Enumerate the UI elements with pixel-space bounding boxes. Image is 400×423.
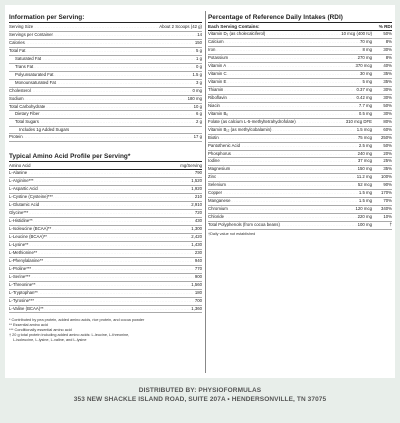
dot-leader (32, 266, 195, 273)
dot-leader (219, 135, 357, 142)
rdi-label: Copper (208, 190, 223, 196)
serving-row (9, 111, 202, 119)
rdi-label: Manganese (208, 198, 231, 204)
rdi-row (208, 87, 392, 95)
serving-value: 3 g (196, 79, 202, 85)
amino-value: 1,430 (191, 241, 202, 247)
serving-label: Cholesterol (9, 87, 31, 93)
rdi-label: Total Polyphenols (from cocoa beans) (208, 222, 280, 228)
rdi-row (208, 135, 392, 143)
amino-label: L-Glutamic Acid (9, 202, 40, 208)
rdi-label: Iodine (208, 158, 220, 164)
dot-leader (44, 258, 195, 265)
dot-leader (228, 206, 355, 213)
amino-label: L-Leucine (BCAA)** (9, 233, 47, 239)
dot-leader (227, 95, 356, 102)
footnote-line: * Contributed by pea protein, added amino acids, rice protein, and cocoa powder (9, 318, 145, 323)
rdi-table (208, 31, 392, 230)
dot-leader (266, 31, 341, 38)
rdi-label: Vitamin D₃ (as cholecalciferol) (208, 31, 266, 37)
rdi-amount: 220 mg (357, 214, 372, 220)
rdi-percent: 8% (385, 55, 392, 61)
amino-row (9, 274, 202, 282)
dot-leader (229, 55, 358, 62)
left-column (9, 5, 202, 343)
serving-row (9, 96, 202, 104)
rdi-row (208, 158, 392, 166)
amino-col-value: mg/Serving (180, 163, 202, 169)
dot-leader (34, 24, 159, 31)
footnote-line: *** Conditionally essential amino acid (9, 328, 72, 333)
dot-leader (25, 40, 194, 47)
serving-row (9, 48, 202, 56)
rdi-percent: 20% (383, 150, 392, 156)
rdi-label: Phosphorus (208, 150, 231, 156)
amino-col-name: Amino Acid (9, 163, 31, 169)
dot-leader (241, 143, 359, 150)
rdi-row (208, 143, 392, 151)
dot-leader (38, 186, 191, 193)
rdi-row (208, 127, 392, 135)
rdi-percent: 35% (383, 166, 392, 172)
amino-value: 2,420 (191, 233, 202, 239)
amino-label: L-Cystine (Cysteine)*** (9, 194, 53, 200)
serving-label: Total Carbohydrate (9, 103, 46, 109)
amino-row (9, 250, 202, 258)
rdi-percent: 30% (383, 47, 392, 53)
dot-leader (225, 214, 358, 221)
rdi-amount: 270 mg (357, 55, 372, 61)
rdi-label: Chromium (208, 206, 228, 212)
amino-label: L-Phenylalanine** (9, 257, 44, 263)
distributor-name: DISTRIBUTED BY: PHYSIOFORMULAS (138, 387, 262, 394)
dot-leader (227, 79, 362, 86)
amino-label: L-Tryptophan** (9, 289, 38, 295)
rdi-label: Vitamin A (208, 63, 227, 69)
amino-row (9, 282, 202, 290)
amino-label: L-Aspartic Acid (9, 186, 38, 192)
column-divider (205, 11, 206, 373)
rdi-percent: 30% (383, 86, 392, 92)
rdi-row (208, 111, 392, 119)
serving-info-table (9, 24, 202, 142)
dot-leader (223, 190, 359, 197)
serving-row (9, 72, 202, 80)
serving-label: Dietary Fiber (15, 111, 40, 117)
amino-label: L-Histidine** (9, 218, 33, 224)
amino-row (9, 234, 202, 242)
dot-leader (35, 298, 195, 305)
rdi-amount: 52 mcg (357, 182, 372, 188)
serving-label: Includes 1g Added Sugars (19, 127, 70, 133)
rdi-row (208, 190, 392, 198)
serving-value: 14 (197, 31, 202, 37)
dot-leader (227, 71, 359, 78)
amino-label: L-Threonine** (9, 281, 36, 287)
rdi-row (208, 174, 392, 182)
rdi-percent: 170% (381, 190, 392, 196)
rdi-percent: 25% (383, 158, 392, 164)
dot-leader (217, 174, 357, 181)
serving-value: 180 mg (187, 95, 202, 101)
dot-leader (226, 182, 357, 189)
serving-info-title: Information per Serving: (9, 14, 202, 23)
rdi-amount: 0.42 mg (356, 94, 372, 100)
rdi-percent: 40% (383, 63, 392, 69)
dot-leader (224, 39, 360, 46)
amino-value: 180 (194, 289, 202, 295)
amino-value: 430 (194, 218, 202, 224)
dot-leader (33, 218, 194, 225)
rdi-percent: 60% (383, 126, 392, 132)
serving-value: 1.5 g (192, 71, 202, 77)
rdi-label: Iron (208, 47, 216, 53)
rdi-amount: 370 mcg (355, 63, 372, 69)
rdi-row (208, 55, 392, 63)
rdi-row (208, 119, 392, 127)
dot-leader (28, 170, 195, 177)
rdi-amount: 0.5 mg (358, 110, 372, 116)
rdi-percent: 35% (383, 70, 392, 76)
amino-table (9, 170, 202, 313)
amino-row (9, 290, 202, 298)
amino-label: L-Methionine** (9, 249, 38, 255)
rdi-percent: 50% (383, 31, 392, 37)
rdi-table-header (208, 24, 392, 31)
rdi-label: Vitamin C (208, 70, 227, 76)
rdi-label: Riboflavin (208, 94, 227, 100)
dot-leader (47, 234, 190, 241)
rdi-label: Zinc (208, 174, 217, 180)
rdi-row (208, 166, 392, 174)
rdi-amount: 240 mg (357, 150, 372, 156)
serving-row (9, 56, 202, 64)
amino-row (9, 218, 202, 226)
serving-value: 150 (194, 39, 202, 45)
dot-leader (220, 158, 357, 165)
amino-row (9, 298, 202, 306)
dot-leader (23, 134, 193, 141)
serving-label: Total Sugars (15, 119, 39, 125)
rdi-label: Vitamin B₆ (208, 110, 229, 116)
dot-leader (231, 198, 358, 205)
rdi-label: Calcium (208, 39, 224, 45)
rdi-col-value: % RDI (378, 24, 392, 29)
amino-value: 770 (194, 265, 202, 271)
rdi-amount: 70 mg (360, 39, 372, 45)
rdi-label: Magnesium (208, 166, 231, 172)
amino-label: Glycine*** (9, 210, 29, 216)
rdi-percent: 30% (383, 110, 392, 116)
dot-leader (224, 87, 356, 94)
serving-row (9, 119, 202, 127)
serving-value: 0 mg (192, 87, 202, 93)
dot-leader (46, 104, 193, 111)
rdi-row (208, 214, 392, 222)
rdi-amount: 1.5 mcg (356, 126, 372, 132)
amino-value: 230 (194, 249, 202, 255)
dot-leader (296, 119, 345, 126)
serving-label: Saturated Fat (15, 55, 42, 61)
amino-value: 1,920 (191, 186, 202, 192)
rdi-row (208, 198, 392, 206)
amino-label: L-Lysine** (9, 241, 29, 247)
dot-leader (31, 88, 192, 95)
dot-leader (26, 48, 196, 55)
amino-value: 940 (194, 257, 202, 263)
rdi-amount: 11.2 mg (356, 174, 372, 180)
dot-leader (34, 64, 196, 71)
serving-label: Calories (9, 39, 25, 45)
amino-value: 900 (194, 273, 202, 279)
rdi-percent: 50% (383, 102, 392, 108)
amino-row (9, 170, 202, 178)
rdi-row (208, 222, 392, 230)
rdi-label: Niacin (208, 102, 220, 108)
amino-table-header (9, 163, 202, 170)
serving-row (9, 104, 202, 112)
serving-label: Protein (9, 134, 23, 140)
dot-leader (40, 111, 195, 118)
amino-value: 1,560 (191, 281, 202, 287)
serving-label: Monounsaturated Fat (15, 79, 56, 85)
dot-leader (231, 166, 357, 173)
amino-row (9, 306, 202, 314)
footnote-line: L-isoleucine, L-lysine, L-valine, and L-lysine (13, 338, 87, 343)
amino-value: 700 (194, 297, 202, 303)
dot-leader (231, 151, 357, 158)
rdi-percent: 10% (383, 214, 392, 220)
rdi-row (208, 151, 392, 159)
rdi-row (208, 95, 392, 103)
rdi-amount: 8 mg (362, 47, 372, 53)
rdi-row (208, 103, 392, 111)
amino-row (9, 186, 202, 194)
dot-leader (24, 96, 187, 103)
serving-value: 2 g (196, 119, 202, 125)
rdi-row (208, 206, 392, 214)
amino-label: L-Tyrosine*** (9, 297, 35, 303)
distributor-block (0, 386, 400, 404)
dot-leader (44, 306, 191, 313)
amino-row (9, 202, 202, 210)
amino-label: L-Serine*** (9, 273, 31, 279)
amino-label: L-Valine (BCAA)** (9, 305, 44, 311)
dot-leader (29, 210, 194, 217)
rdi-label: Vitamin E (208, 78, 227, 84)
serving-row (9, 127, 202, 134)
dot-leader (280, 222, 357, 229)
dot-leader (31, 274, 195, 281)
serving-value: 17 g (193, 134, 202, 140)
rdi-amount: 310 mcg DFE (345, 118, 372, 124)
rdi-amount: 37 mcg (357, 158, 372, 164)
rdi-row (208, 47, 392, 55)
dot-leader (220, 103, 358, 110)
serving-value: 5 g (196, 47, 202, 53)
rdi-row (208, 39, 392, 47)
amino-value: 790 (194, 170, 202, 176)
rdi-row (208, 79, 392, 87)
supplement-facts-panel (5, 5, 395, 378)
rdi-amount: 30 mg (360, 70, 372, 76)
dot-leader (38, 250, 195, 257)
dot-leader (40, 202, 191, 209)
amino-label: L-Proline*** (9, 265, 32, 271)
dot-leader (36, 282, 191, 289)
amino-row (9, 266, 202, 274)
dot-leader (229, 111, 359, 118)
right-column (208, 5, 392, 237)
rdi-percent: 340% (381, 206, 392, 212)
amino-row (9, 210, 202, 218)
rdi-amount: 2.5 mg (358, 142, 372, 148)
serving-value: 1 g (196, 55, 202, 61)
dot-leader (216, 47, 362, 54)
serving-value: 10 g (193, 103, 202, 109)
rdi-amount: 1.5 mg (358, 190, 372, 196)
serving-value: 6 g (196, 111, 202, 117)
rdi-row (208, 182, 392, 190)
rdi-label: Potassium (208, 55, 229, 61)
rdi-row (208, 63, 392, 71)
rdi-label: Selenium (208, 182, 226, 188)
dot-leader (38, 290, 194, 297)
serving-label: Polyunsaturated Fat (15, 71, 54, 77)
rdi-percent: 90% (383, 182, 392, 188)
amino-value: 1,300 (191, 225, 202, 231)
serving-label: Total Fat (9, 47, 26, 53)
dot-leader (39, 119, 195, 126)
amino-row (9, 258, 202, 266)
amino-footnotes (9, 318, 202, 343)
rdi-amount: 100 mg (357, 222, 372, 228)
serving-row (9, 88, 202, 96)
rdi-label: Pantothenic Acid (208, 142, 241, 148)
serving-row (9, 40, 202, 48)
serving-row (9, 32, 202, 40)
dot-leader (227, 63, 355, 70)
rdi-percent: 30% (383, 94, 392, 100)
dot-leader (42, 56, 196, 63)
amino-value: 720 (194, 210, 202, 216)
rdi-col-name: Each Serving Contains: (208, 24, 260, 29)
amino-row (9, 242, 202, 250)
dot-leader (53, 194, 194, 201)
serving-row (9, 80, 202, 88)
rdi-amount: 5 mg (362, 78, 372, 84)
footnote-line: † 20 g total protein including added amino acids: L-leucine, L-threonine, (9, 333, 130, 338)
rdi-amount: 10 mcg (400 IU) (341, 31, 372, 37)
serving-label: Trans Fat (15, 63, 34, 69)
rdi-amount: 120 mcg (355, 206, 372, 212)
amino-row (9, 178, 202, 186)
rdi-amount: 150 mg (357, 166, 372, 172)
dot-leader (34, 178, 191, 185)
serving-row (9, 134, 202, 142)
serving-row (9, 24, 202, 32)
rdi-row (208, 71, 392, 79)
amino-label: L-Isoleucine (BCAA)** (9, 225, 52, 231)
serving-value: 0 g (196, 63, 202, 69)
serving-row (9, 64, 202, 72)
rdi-percent: 100% (381, 174, 392, 180)
rdi-amount: 75 mcg (357, 134, 372, 140)
dot-leader (56, 80, 195, 87)
amino-profile-title: Typical Amino Acid Profile per Serving* (9, 153, 202, 162)
rdi-percent: 80% (383, 118, 392, 124)
rdi-percent: 8% (385, 39, 392, 45)
amino-row (9, 226, 202, 234)
dot-leader (54, 72, 192, 79)
amino-value: 1,520 (191, 178, 202, 184)
dot-leader (29, 242, 191, 249)
amino-value: 210 (194, 194, 202, 200)
dot-leader (272, 127, 356, 134)
rdi-percent: † (389, 222, 392, 228)
serving-value: About 2 Scoops (42 g) (159, 24, 202, 29)
footnote-line: ** Essential amino acid (9, 323, 48, 328)
rdi-percent: 70% (383, 198, 392, 204)
rdi-percent: 35% (383, 78, 392, 84)
serving-label: Sodium (9, 95, 24, 101)
rdi-percent: 250% (381, 134, 392, 140)
serving-label: Serving Size (9, 24, 34, 29)
amino-value: 2,910 (191, 202, 202, 208)
rdi-label: Folate (as calcium L-5-methyltetrahydrofolate) (208, 118, 296, 124)
serving-label: Servings per Container (9, 31, 53, 37)
rdi-amount: 7.7 mg (358, 102, 372, 108)
dot-leader (53, 32, 196, 39)
rdi-amount: 1.5 mg (358, 198, 372, 204)
amino-row (9, 194, 202, 202)
dot-leader (52, 226, 191, 233)
rdi-label: Biotin (208, 134, 219, 140)
distributor-address: 353 NEW SHACKLE ISLAND ROAD, SUITE 207A • HENDERSONVILLE, TN 37075 (73, 396, 327, 403)
amino-label: L-Arginine*** (9, 178, 34, 184)
rdi-title: Percentage of Reference Daily Intakes (RDI) (208, 14, 392, 23)
rdi-amount: 0.37 mg (356, 86, 372, 92)
rdi-label: Thiamin (208, 86, 224, 92)
amino-value: 1,360 (191, 305, 202, 311)
rdi-percent: 50% (383, 142, 392, 148)
rdi-label: Vitamin B₁₂ (as methylcobalamin) (208, 126, 272, 132)
rdi-row (208, 31, 392, 39)
amino-label: L-Alanine (9, 170, 28, 176)
rdi-label: Chloride (208, 214, 225, 220)
rdi-note: †Daily value not established (208, 232, 256, 237)
